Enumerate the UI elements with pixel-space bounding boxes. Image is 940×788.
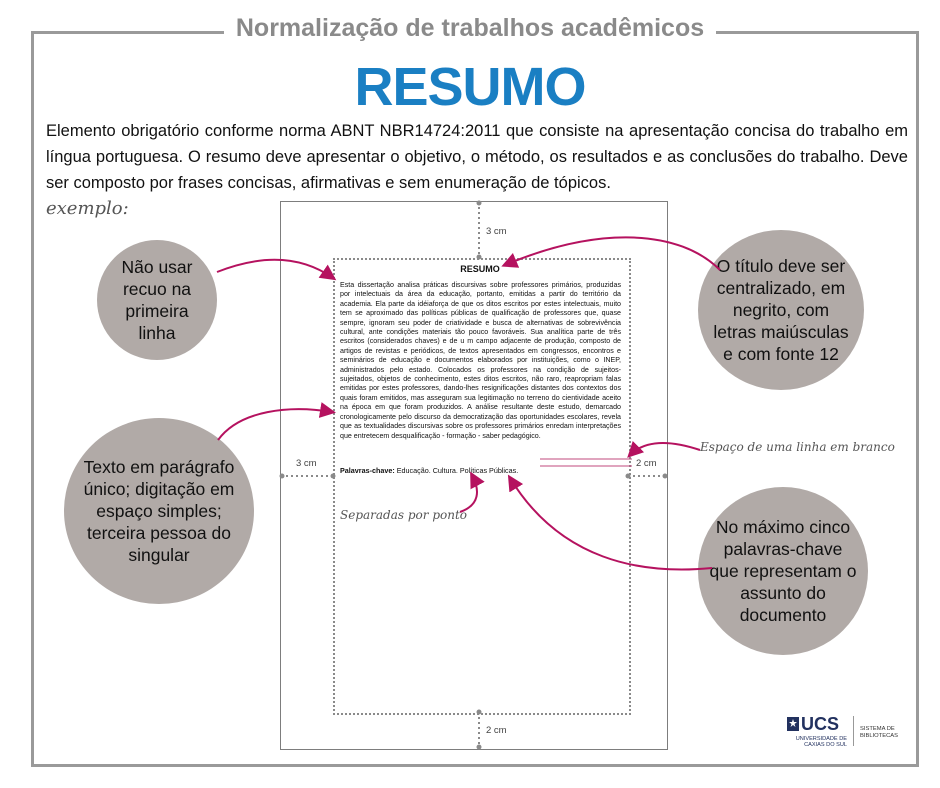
- margin-left-label: 3 cm: [296, 458, 317, 469]
- margin-bottom-label: 2 cm: [486, 725, 507, 736]
- keywords-values: Educação. Cultura. Políticas Públicas.: [394, 466, 519, 475]
- logo-name: UCS: [801, 714, 840, 734]
- logo-university: UNIVERSIDADE DE CAXIAS DO SUL: [795, 736, 847, 748]
- document-keywords: [340, 466, 621, 475]
- margin-right-label: 2 cm: [636, 458, 657, 469]
- intro-text: Elemento obrigatório conforme norma ABNT NBR14724:2011 que consiste na apresentação concisa do trabalho em língua portuguesa. O resumo deve apresentar o objetivo, o método, os resultados e as conclusões do trabalho. Deve ser composto por frases concisas, afirmativas e sem enumeração de tópicos.: [46, 122, 908, 192]
- logo-system-line2: BIBLIOTECAS: [860, 733, 899, 739]
- bubble-paragraph-rule: Texto em parágrafo único; digitação em espaço simples; terceira pessoa do singular: [64, 418, 254, 604]
- note-separated: Separadas por ponto: [340, 508, 467, 522]
- ucs-logo: [787, 714, 907, 754]
- ucs-logo-mark: [787, 717, 799, 731]
- main-title: RESUMO: [354, 57, 586, 117]
- document-title: RESUMO: [460, 264, 500, 274]
- note-blank-line: Espaço de uma linha em branco: [700, 440, 895, 454]
- bubble-title-rule: O título deve ser centralizado, em negrito, com letras maiúsculas e com fonte 12: [698, 230, 864, 390]
- example-label: exemplo:: [46, 198, 129, 219]
- header-title: Normalização de trabalhos acadêmicos: [0, 14, 940, 43]
- logo-system: [860, 726, 898, 740]
- keywords-label: Palavras-chave:: [340, 466, 395, 475]
- bubble-no-indent: Não usar recuo na primeira linha: [97, 240, 217, 360]
- bubble-keywords-rule: No máximo cinco palavras-chave que representam o assunto do documento: [698, 487, 868, 655]
- margin-top-label: 3 cm: [486, 226, 507, 237]
- logo-divider: [853, 716, 854, 746]
- logo-system-line1: SISTEMA DE: [860, 726, 895, 732]
- document-abstract: Esta dissertação analisa práticas discursivas sobre professores primários, produzidas por intelectuais da área da educação, portanto, emitidas a partir do território da academia. Ela parte da idéiaforça de que os ditos escritos por estes intelectuais, muito tem se aproximado das políticas públicas de qualificação de professores que, quase sempre, ignoram seu poder de criatividade e busca de alternativas de sobrevivência cultural, ante condições materiais tão pouco favoráveis. Sua analítica parte de três escritos (considerados chaves) e de u m campo adjacente de produção, composto de artigos de revistas e periódicos, de textos apresentados em congressos, encontros e seminários de educação e documentos elaborados por instituições, como o INEP, administrados pelo estado. Colocados os professores na condição de sujeitos-sujeitados, objetos de conhecimento, estes ditos escritos, não raro, reapropriam falas emitidas por estes professores, dando-lhes resignificações distantes dos contextos dos quais foram emitidos, mas asseguram sua legitimação no terreno do cientividade aceito na época em que foram produzidos. A análise resultante deste estudo, demarcado cronologicamente pelo discurso da democratização das oportunidades escolares, revela que as textualidades discursivas sobre os professores primários enredam interpretações que entretecem desqualificação - formação - saber pedagógico.: [340, 281, 621, 440]
